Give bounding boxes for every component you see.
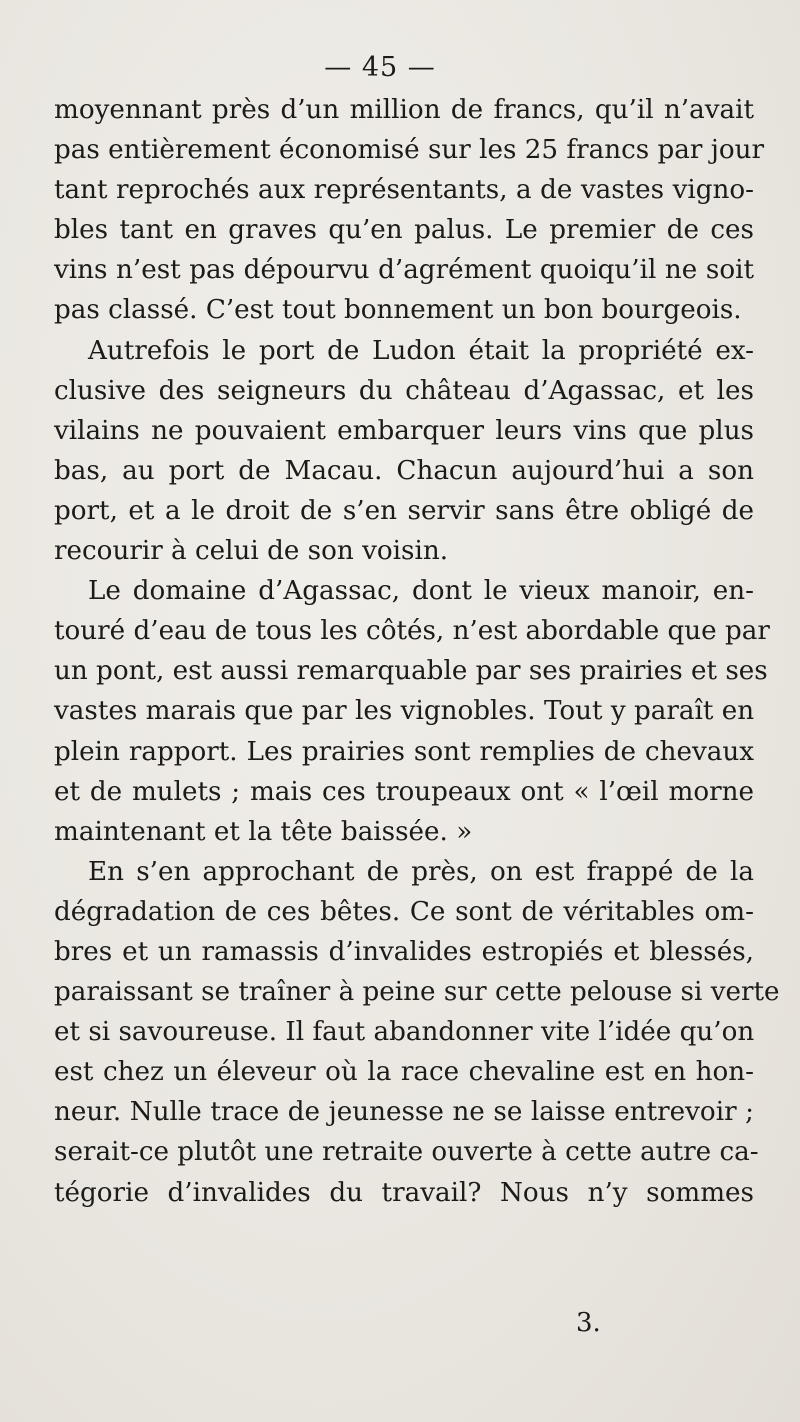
text-line: et de mulets ; mais ces troupeaux ont « l’œil morne: [54, 776, 754, 807]
text-line: maintenant et la tête baissée. »: [54, 816, 473, 847]
text-line: port, et a le droit de s’en servir sans être obligé de: [54, 495, 754, 526]
text-line: paraissant se traîner à peine sur cette pelouse si verte: [54, 977, 780, 1008]
text-line: bres et un ramassis d’invalides estropiés et blessés,: [54, 936, 754, 967]
text-line: et si savoureuse. Il faut abandonner vite l’idée qu’on: [54, 1017, 755, 1048]
text-line: clusive des seigneurs du château d’Agassac, et les: [54, 375, 754, 406]
text-line: touré d’eau de tous les côtés, n’est abordable que par: [54, 616, 770, 647]
text-line: tant reprochés aux représentants, a de vastes vigno-: [54, 175, 754, 206]
text-line: Autrefois le port de Ludon était la propriété ex-: [88, 335, 754, 366]
signature-mark: 3.: [576, 1308, 601, 1338]
text-line: vilains ne pouvaient embarquer leurs vins que plus: [54, 415, 754, 446]
text-line: un pont, est aussi remarquable par ses prairies et ses: [54, 656, 768, 687]
text-line: vins n’est pas dépourvu d’agrément quoiqu’il ne soit: [54, 255, 754, 286]
text-line: bles tant en graves qu’en palus. Le premier de ces: [54, 215, 754, 246]
page-number: — 45 —: [324, 52, 436, 83]
text-line: pas classé. C’est tout bonnement un bon bourgeois.: [54, 295, 742, 326]
body-text: [54, 90, 780, 1213]
text-line: bas, au port de Macau. Chacun aujourd’hui a son: [54, 455, 754, 486]
text-line: Le domaine d’Agassac, dont le vieux manoir, en-: [88, 576, 754, 607]
text-line: dégradation de ces bêtes. Ce sont de véritables om-: [54, 896, 754, 927]
text-line: est chez un éleveur où la race chevaline est en hon-: [54, 1057, 754, 1088]
text-line: moyennant près d’un million de francs, qu’il n’avait: [54, 95, 754, 125]
text-line: plein rapport. Les prairies sont remplies de chevaux: [54, 736, 754, 767]
text-line: tégorie d’invalides du travail? Nous n’y sommes: [54, 1177, 754, 1208]
text-line: En s’en approchant de près, on est frappé de la: [88, 856, 754, 887]
text-line: neur. Nulle trace de jeunesse ne se laisse entrevoir ;: [54, 1097, 754, 1128]
text-line: vastes marais que par les vignobles. Tout y paraît en: [54, 696, 755, 727]
text-line: recourir à celui de son voisin.: [54, 536, 449, 567]
text-line: serait-ce plutôt une retraite ouverte à cette autre ca-: [54, 1137, 759, 1168]
text-line: pas entièrement économisé sur les 25 francs par jour: [54, 135, 765, 166]
